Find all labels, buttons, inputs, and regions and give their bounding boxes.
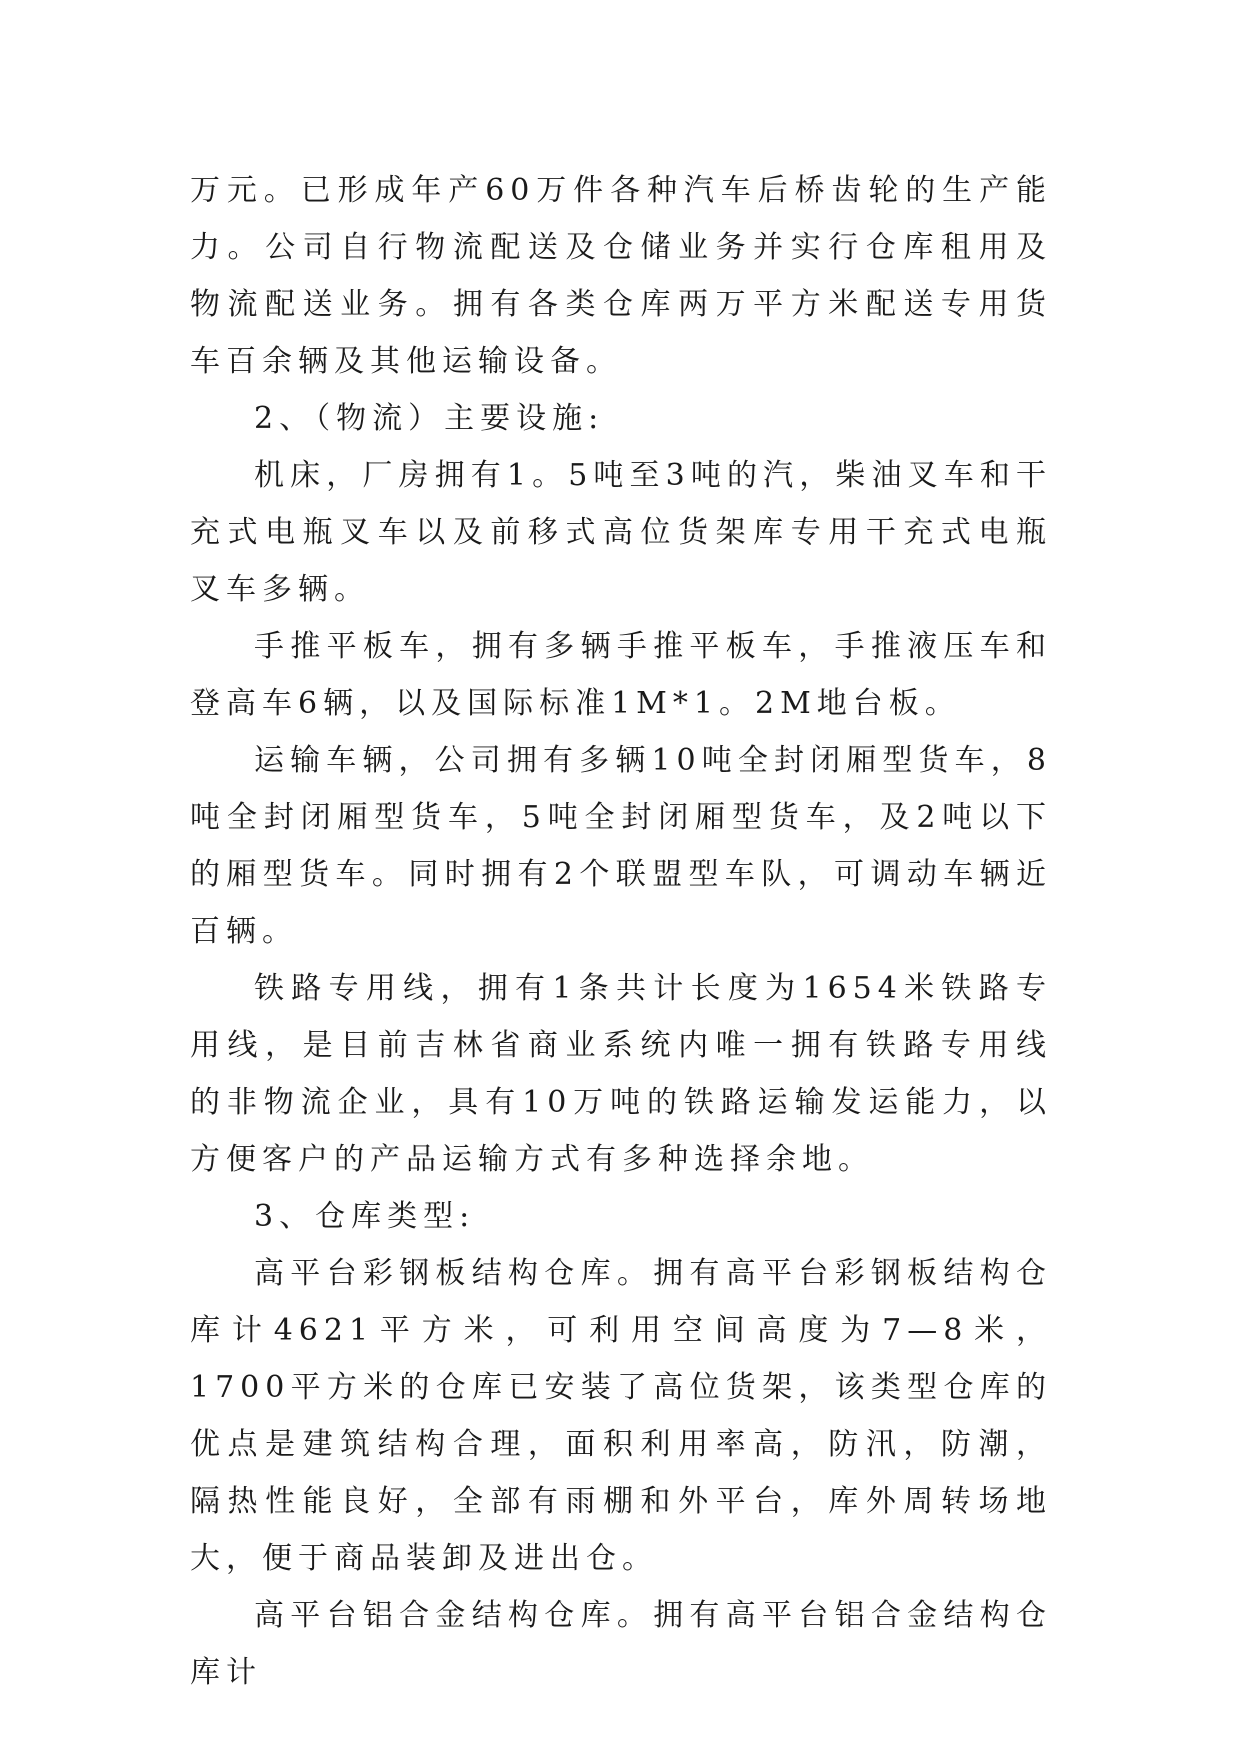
paragraph-steel-warehouse: 高平台彩钢板结构仓库。拥有高平台彩钢板结构仓库计4621平方米，可利用空间高度为7—8米，1700平方米的仓库已安装了高位货架，该类型仓库的优点是建筑结构合理，面积利用率高，防汛，防潮，隔热性能良好，全部有雨棚和外平台，库外周转场地大，便于商品装卸及进出仓。 xyxy=(190,1256,1052,1576)
paragraph-transport-vehicles: 运输车辆，公司拥有多辆10吨全封闭厢型货车，8吨全封闭厢型货车，5吨全封闭厢型货车，及2吨以下的厢型货车。同时拥有2个联盟型车队，可调动车辆近百辆。 xyxy=(190,743,1052,949)
heading-logistics-facilities: 2、（物流）主要设施: xyxy=(254,401,605,436)
paragraph-railway-line: 铁路专用线，拥有1条共计长度为1654米铁路专用线，是目前吉林省商业系统内唯一拥有铁路专用线的非物流企业，具有10万吨的铁路运输发运能力，以方便客户的产品运输方式有多种选择余地。 xyxy=(190,971,1052,1177)
paragraph-intro: 万元。已形成年产60万件各种汽车后桥齿轮的生产能力。公司自行物流配送及仓储业务并实行仓库租用及物流配送业务。拥有各类仓库两万平方米配送专用货车百余辆及其他运输设备。 xyxy=(190,173,1052,379)
paragraph-machine-tools: 机床，厂房拥有1。5吨至3吨的汽，柴油叉车和干充式电瓶叉车以及前移式高位货架库专用干充式电瓶叉车多辆。 xyxy=(190,458,1052,607)
document-body xyxy=(190,162,1052,1701)
paragraph-aluminum-warehouse: 高平台铝合金结构仓库。拥有高平台铝合金结构仓库计 xyxy=(190,1598,1052,1690)
heading-warehouse-types: 3、仓库类型: xyxy=(254,1199,476,1234)
paragraph-hand-carts: 手推平板车，拥有多辆手推平板车，手推液压车和登高车6辆，以及国际标准1M*1。2M地台板。 xyxy=(190,629,1052,721)
